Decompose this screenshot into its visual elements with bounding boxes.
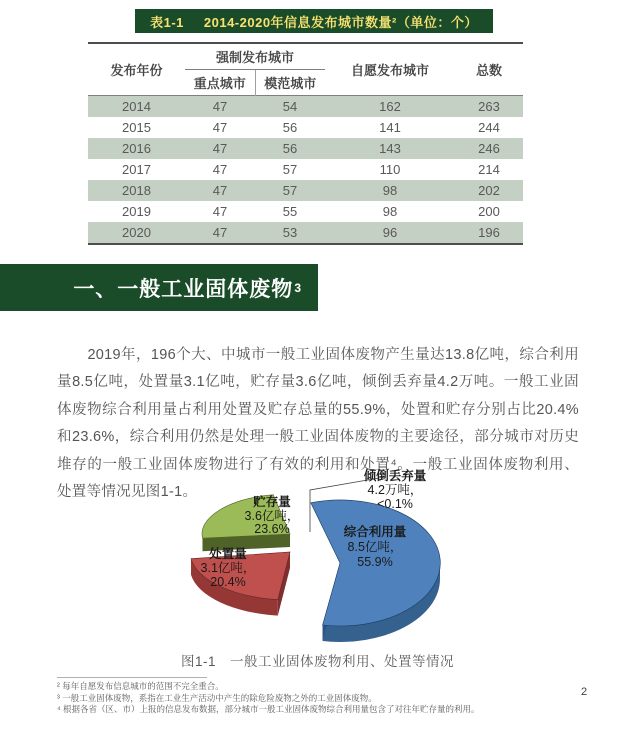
label-disposal-percent: 20.4%: [210, 575, 246, 589]
table-row: [88, 138, 523, 159]
table-cell: 57: [282, 183, 298, 198]
table-cell: 54: [282, 99, 298, 114]
table-cell: 2019: [122, 204, 151, 219]
table-cell: 47: [212, 204, 228, 219]
footnotes: [57, 681, 569, 716]
table-cell: 98: [382, 204, 398, 219]
table-cell: 56: [282, 141, 298, 156]
table-cell: 2015: [122, 120, 151, 135]
table-header: [88, 43, 523, 96]
label-utilization-percent: 55.9%: [357, 555, 393, 569]
col-header-mandatory: 强制发布城市: [185, 43, 325, 70]
table-cell: 141: [379, 120, 401, 135]
table-title-text: 2014-2020年信息发布城市数量²（单位：个）: [203, 14, 478, 30]
col-header-total: 总数: [455, 43, 523, 96]
table-row: [88, 117, 523, 138]
table-cell: 196: [478, 225, 500, 240]
pie-chart-svg: [140, 468, 500, 648]
table-cell: 47: [212, 183, 228, 198]
label-disposal-name: 处置量: [209, 547, 247, 561]
table-cell: 200: [478, 204, 500, 219]
table-cell: 98: [382, 183, 398, 198]
table-cell: 2017: [122, 162, 151, 177]
table-cell: 214: [478, 162, 500, 177]
body-paragraph: 2019年，196个大、中城市一般工业固体废物产生量达13.8亿吨，综合利用量8.5亿吨，处置量3.1亿吨，贮存量3.6亿吨，倾倒丢弃量4.2万吨。一般工业固体废物综合利用量占利用处置及贮存总量的55.9%，处置和贮存分别占比20.4%和23.6%，综合利用仍然是处理一般工业固体废物的主要途径，部分城市对历史堆存的一般工业固体废物进行了有效的利用和处置⁴。一般工业固体废物利用、处置等情况见图1-1。: [57, 346, 579, 500]
footnote-3: ³ 一般工业固体废物，系指在工业生产活动中产生的除危险废物之外的工业固体废物。: [57, 692, 377, 703]
label-storage-name: 贮存量: [253, 495, 291, 509]
table-cell: 2020: [122, 225, 151, 240]
section-heading-banner: [0, 264, 318, 311]
label-dump-percent: <0.1%: [377, 497, 413, 511]
table-cell: 96: [382, 225, 398, 240]
pie-chart-figure: [140, 468, 500, 648]
label-disposal-amount: 3.1亿吨，: [200, 561, 256, 575]
table-cell: 2018: [122, 183, 151, 198]
table-row: [88, 96, 523, 118]
table-row: [88, 222, 523, 244]
table-title-banner: [135, 9, 493, 33]
table-cell: 143: [379, 141, 401, 156]
table-cell: 56: [282, 120, 298, 135]
table-cell: 110: [379, 162, 401, 177]
table-cell: 57: [282, 162, 298, 177]
label-utilization-name: 综合利用量: [343, 525, 407, 539]
table-body: [88, 96, 523, 245]
table-cell: 47: [212, 141, 228, 156]
table-cell: 53: [282, 225, 298, 240]
label-utilization-amount: 8.5亿吨，: [347, 540, 403, 554]
footnote-2: ² 每年自愿发布信息城市的范围不完全重合。: [57, 681, 224, 691]
label-dump-amount: 4.2万吨，: [367, 483, 423, 497]
table-title-prefix: 表1-1: [150, 14, 184, 30]
table-cell: 263: [478, 99, 500, 114]
table-row: [88, 201, 523, 222]
label-storage-percent: 23.6%: [254, 522, 290, 536]
table-row: [88, 159, 523, 180]
table-cell: 244: [478, 120, 500, 135]
label-dump-name: 倾倒丢弃量: [363, 469, 427, 483]
table-cell: 2016: [122, 141, 151, 156]
table-cell: 162: [379, 99, 401, 114]
col-header-year: 发布年份: [88, 43, 185, 96]
col-header-key-cities: 重点城市: [185, 70, 255, 96]
table-cell: 55: [282, 204, 298, 219]
table-cell: 47: [212, 120, 228, 135]
col-header-model-cities: 模范城市: [255, 70, 325, 96]
section-heading-label: 一、一般工业固体废物: [73, 277, 294, 301]
info-cities-table: [88, 42, 523, 245]
label-storage-amount: 3.6亿吨，: [244, 509, 300, 523]
figure-caption: 图1-1 一般工业固体废物利用、处置等情况: [180, 654, 454, 669]
col-header-voluntary: 自愿发布城市: [325, 43, 455, 96]
footnote-separator: [57, 677, 207, 678]
table-cell: 47: [212, 99, 228, 114]
table-cell: 47: [212, 225, 228, 240]
table-cell: 246: [478, 141, 500, 156]
table-cell: 47: [212, 162, 228, 177]
page-number: 2: [581, 686, 588, 698]
table-cell: 202: [478, 183, 500, 198]
footnote-4: ⁴ 根据各省（区、市）上报的信息发布数据，部分城市一般工业固体废物综合利用量包含了对往年贮存量的利用。: [57, 704, 480, 714]
section-heading-footnote-ref: 3: [294, 280, 302, 295]
table-row: [88, 180, 523, 201]
table-cell: 2014: [122, 99, 151, 114]
